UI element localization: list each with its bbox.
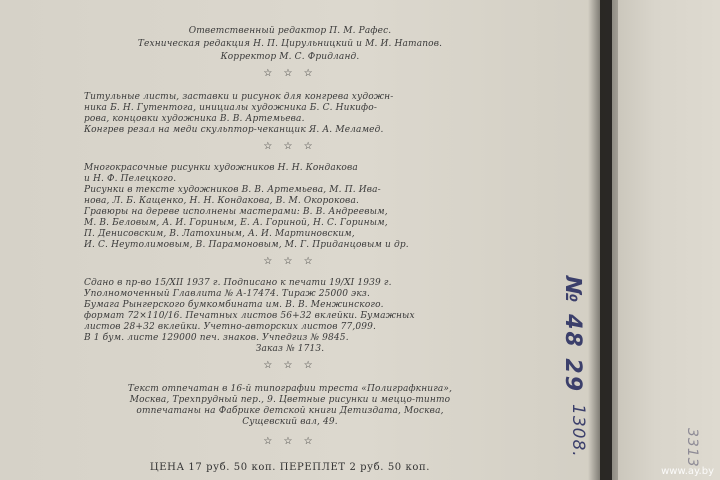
right-page: [612, 0, 720, 480]
faint-handwritten-number: 3313: [684, 428, 700, 468]
print-line: Уполномоченный Главлита № А-17474. Тираж 25000 экз.: [84, 289, 370, 299]
illustrations-line: и Н. Ф. Пелецкого.: [84, 174, 177, 184]
illustrations-line: нова, Л. Б. Кащенко, Н. Н. Кондакова, В. М. Окорокова.: [84, 196, 359, 206]
print-line: Бумага Рынгерского бумкомбината им. В. В. Менжинского.: [84, 300, 384, 310]
art-line: рова, концовки художника В. В. Артемьева.: [84, 114, 305, 124]
illustrations-line: Рисунки в тексте художников В. В. Артемьева, М. П. Ива-: [84, 185, 381, 195]
credit-line: Корректор М. С. Фридланд.: [220, 52, 360, 62]
stars-divider: ☆ ☆ ☆: [263, 68, 317, 79]
print-line: формат 72×110/16. Печатных листов 56+32 вклейки. Бумажных: [84, 311, 415, 321]
site-watermark: www.ay.by: [661, 466, 714, 477]
print-line: Сдано в пр-во 15/XII 1937 г. Подписано к печати 19/XI 1939 г.: [84, 278, 392, 288]
price-line: ЦЕНА 17 руб. 50 коп. ПЕРЕПЛЕТ 2 руб. 50 коп.: [149, 462, 431, 473]
typography-line: Сущевский вал, 49.: [242, 417, 338, 427]
art-line: ника Б. Н. Гутентога, инициалы художника Б. С. Никифо-: [84, 103, 378, 113]
stars-divider: ☆ ☆ ☆: [263, 141, 317, 152]
art-line: Конгрев резал на меди скульптор-чеканщик Я. А. Меламед.: [84, 125, 384, 135]
credit-line: Ответственный редактор П. М. Рафес.: [188, 26, 392, 36]
stars-divider: ☆ ☆ ☆: [263, 256, 317, 267]
illustrations-line: Многокрасочные рисунки художников Н. Н. Кондакова: [84, 163, 358, 173]
order-number: Заказ № 1713.: [255, 344, 325, 354]
stars-divider: ☆ ☆ ☆: [263, 436, 317, 447]
print-line: В 1 бум. листе 129000 печ. знаков. Учпедгиз № 9845.: [84, 333, 349, 343]
stars-divider: ☆ ☆ ☆: [263, 360, 317, 371]
typography-line: Текст отпечатан в 16-й типографии треста «Полиграфкнига»,: [127, 384, 453, 394]
typography-line: Москва, Трехпрудный пер., 9. Цветные рисунки и меццо-тинто: [129, 395, 451, 405]
credit-line: Техническая редакция Н. П. Цирульницкий и М. И. Натапов.: [137, 39, 443, 49]
book-gutter: [588, 0, 618, 480]
print-line: листов 28+32 вклейки. Учетно-авторских листов 77,099.: [84, 322, 377, 332]
illustrations-line: П. Денисовским, В. Латохиным, А. И. Мартиновским,: [84, 229, 355, 239]
handwritten-inventory-number: № 48 29: [560, 276, 585, 394]
illustrations-line: И. С. Неутолимовым, В. Парамоновым, М. Г. Приданцовым и др.: [84, 240, 409, 250]
handwritten-number: 1308.: [568, 404, 588, 458]
typography-line: отпечатаны на Фабрике детской книги Детиздата, Москва,: [136, 406, 444, 416]
illustrations-line: Гравюры на дереве исполнены мастерами: В. В. Андреевым,: [84, 207, 388, 217]
illustrations-line: М. В. Беловым, А. И. Гориным, Е. А. Гориной, Н. С. Гориным,: [84, 218, 388, 228]
art-line: Титульные листы, заставки и рисунок для конгрева художн-: [84, 92, 394, 102]
